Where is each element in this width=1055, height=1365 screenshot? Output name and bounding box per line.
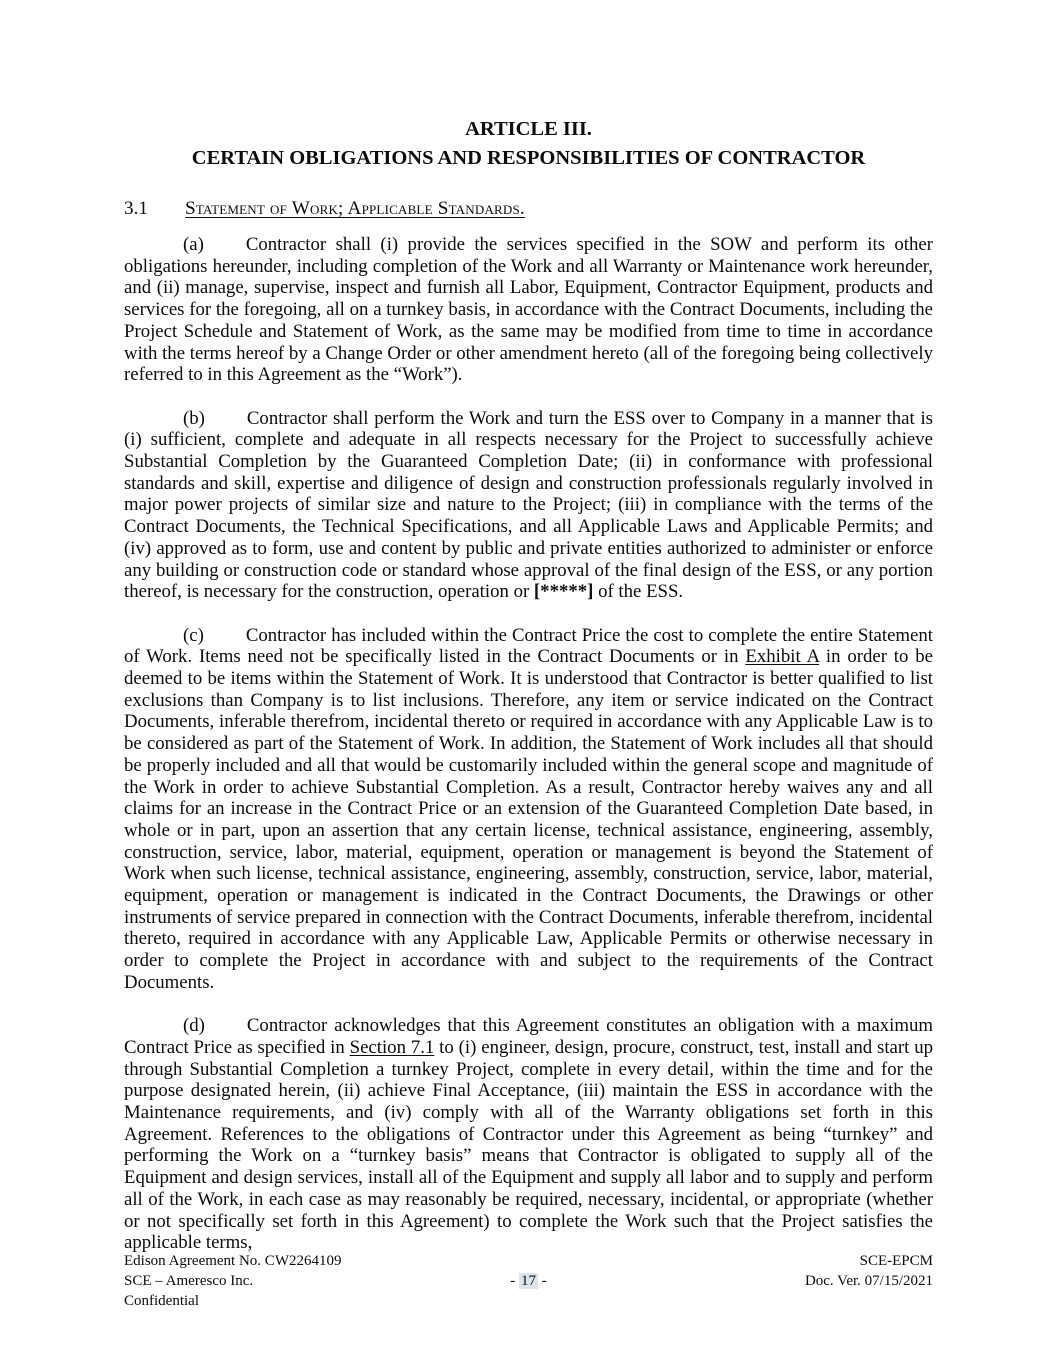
redacted-text: [*****]	[533, 581, 594, 603]
footer-parties: SCE – Ameresco Inc.	[124, 1273, 254, 1289]
footer-right-block	[547, 1251, 933, 1311]
paragraph-text: of the ESS.	[593, 581, 684, 603]
footer-page-number	[510, 1251, 547, 1311]
paragraph-c	[124, 625, 933, 994]
paragraph-label-b: (b)	[183, 407, 205, 429]
article-title-block	[124, 115, 933, 173]
exhibit-a-reference: Exhibit A	[745, 646, 820, 668]
article-title: ARTICLE III.	[465, 118, 592, 140]
document-paragraphs	[124, 234, 933, 1254]
paragraph-a	[124, 234, 933, 386]
page-number-suffix: -	[538, 1273, 547, 1289]
footer-agreement-number: Edison Agreement No. CW2264109	[124, 1253, 342, 1269]
section-heading: Statement of Work; Applicable Standards.	[185, 198, 525, 219]
paragraph-text: Contractor shall perform the Work and turn the ESS over to Company in a manner that is (i) sufficient, complete and adequate in all respects necessary for the Project to successfully achieve Substantial Completion by the Guaranteed Completion Date; (ii) in conformance with professional standards and skill, expertise and diligence of design and construction professionals regularly involved in major power projects of similar size and nature to the Project; (iii) in compliance with the terms of the Contract Documents, the Technical Specifications, and all Applicable Laws and Applicable Permits; and (iv) approved as to form, use and content by public and private entities authorized to administer or enforce any building or construction code or standard whose approval of the final design of the ESS, or any portion thereof, is necessary for the construction, operation or	[124, 407, 933, 603]
page-number-prefix: -	[510, 1273, 519, 1289]
paragraph-label-c: (c)	[183, 624, 204, 646]
footer-confidential-label: Confidential	[124, 1293, 199, 1309]
footer-left-block	[124, 1251, 510, 1311]
paragraph-text: Contractor shall (i) provide the services specified in the SOW and perform its other obligations hereunder, including completion of the Work and all Warranty or Maintenance work hereunder, and (ii) manage, supervise, inspect and furnish all Labor, Equipment, Contractor Equipment, products and services for the foregoing, all on a turnkey basis, in accordance with the Contract Documents, including the Project Schedule and Statement of Work, as the same may be modified from time to time in accordance with the terms hereof by a Change Order or other amendment hereto (all of the foregoing being collectively referred to in this Agreement as the “Work”).	[124, 234, 933, 386]
paragraph-text: to (i) engineer, design, procure, construct, test, install and start up through Substantial Completion a turnkey Project, complete in every detail, within the time and for the purpose designated herein, (ii) achieve Final Acceptance, (iii) maintain the ESS in accordance with the Maintenance requirements, and (iv) comply with all of the Warranty obligations set forth in this Agreement. References to the obligations of Contractor under this Agreement as being “turnkey” and performing the Work on a “turnkey basis” means that Contractor is obligated to supply all of the Equipment and design services, install all of the Equipment and supply all labor and to supply and perform all of the Work, in each case as may reasonably be required, necessary, incidental, or appropriate (whether or not specifically set forth in this Agreement) to complete the Work such that the Project satisfies the applicable terms,	[124, 1036, 933, 1254]
paragraph-d	[124, 1015, 933, 1254]
page-number-value: 17	[521, 1273, 536, 1289]
paragraph-text: Contractor has included within the Contract Price the cost to complete the entire Statement of Work. Items need not be specifically listed in the Contract Documents or in	[124, 624, 933, 668]
paragraph-label-a: (a)	[183, 234, 204, 255]
section-7-1-reference: Section 7.1	[349, 1036, 435, 1058]
paragraph-b	[124, 408, 933, 603]
paragraph-label-d: (d)	[183, 1015, 205, 1037]
article-subtitle: CERTAIN OBLIGATIONS AND RESPONSIBILITIES OF CONTRACTOR	[191, 147, 866, 169]
document-content	[124, 115, 933, 1254]
footer-doc-version: Doc. Ver. 07/15/2021	[804, 1273, 933, 1289]
paragraph-text: in order to be deemed to be items within the Statement of Work. It is understood that Contractor is better qualified to list exclusions than Company is to list inclusions. Therefore, any item or service indicated on the Contract Documents, inferable therefrom, incidental thereto or required in accordance with any Applicable Law is to be considered as part of the Statement of Work. In addition, the Statement of Work includes all that should be properly included and all that would be customarily included within the general scope and magnitude of the Work in order to achieve Substantial Completion. As a result, Contractor hereby waives any and all claims for an increase in the Contract Price or an extension of the Guaranteed Completion Date based, in whole or in part, upon an assertion that any certain license, technical assistance, engineering, assembly, construction, service, labor, material, equipment, operation or management is beyond the Statement of Work when such license, technical assistance, engineering, assembly, construction, service, labor, material, equipment, operation or management is indicated in the Contract Documents, the Drawings or other instruments of service prepared in connection with the Contract Documents, inferable therefrom, incidental thereto, required in accordance with any Applicable Law, Applicable Permits or otherwise necessary in order to complete the Project in accordance with and subject to the requirements of the Contract Documents.	[124, 646, 933, 993]
section-heading-row	[124, 198, 933, 220]
section-number: 3.1	[124, 198, 148, 219]
footer-doc-type: SCE-EPCM	[859, 1253, 933, 1269]
paragraph-text: Contractor acknowledges that this Agreement constitutes an obligation with a maximum Contract Price as specified in	[124, 1015, 933, 1058]
page-footer	[124, 1251, 933, 1311]
